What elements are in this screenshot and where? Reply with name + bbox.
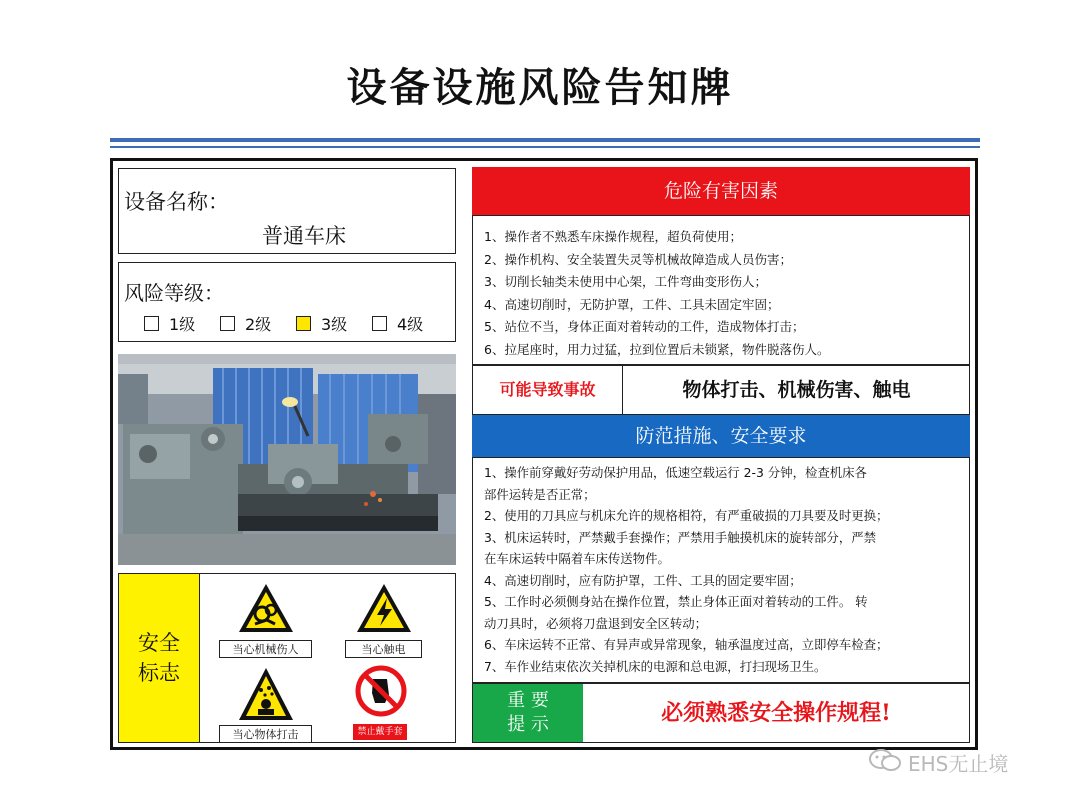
hazard-item: 4、高速切削时，无防护罩，工件、工具未固定牢固； <box>484 296 780 312</box>
measure-line: 5、工作时必须侧身站在操作位置，禁止身体正面对着转动的工件。 转 <box>484 594 868 609</box>
wechat-icon <box>868 748 902 777</box>
risk-checkbox-3-checked[interactable] <box>296 316 311 331</box>
measure-line: 动刀具时，必须将刀盘退到安全区转动； <box>484 615 708 631</box>
title-divider <box>110 138 980 142</box>
measure-line: 4、高速切削时，应有防护罩，工件、工具的固定要牢固； <box>484 572 802 588</box>
hazard-item: 2、操作机构、安全装置失灵等机械故障造成人员伤害； <box>484 251 792 267</box>
sign-caption-no-gloves: 禁止戴手套 <box>353 724 407 740</box>
safety-signs-label-cell <box>119 574 200 742</box>
important-label-2: 提 示 <box>507 714 549 735</box>
sign-caption-electric-shock: 当心触电 <box>345 640 422 658</box>
risk-option-2[interactable] <box>220 312 271 335</box>
hazard-item: 3、切削长轴类未使用中心架，工件弯曲变形伤人； <box>484 274 767 289</box>
page-title: 设备设施风险告知牌 <box>346 65 734 111</box>
measures-list <box>484 462 888 677</box>
risk-option-3[interactable] <box>296 312 347 335</box>
measure-line: 3、机床运转时，严禁戴手套操作；严禁用手触摸机床的旋转部分，严禁 <box>484 529 876 545</box>
risk-option-2-label: 2级 <box>245 315 272 334</box>
accidents-value: 物体打击、机械伤害、触电 <box>682 379 911 401</box>
measure-line: 在车床运转中隔着车床传送物件。 <box>484 551 670 566</box>
risk-option-3-label: 3级 <box>321 315 348 334</box>
important-label-cell <box>473 684 583 742</box>
caution-machinery-icon <box>237 582 295 634</box>
hazard-item: 5、站位不当，身体正面对着转动的工件，造成物体打击； <box>484 319 805 334</box>
sign-caption-machinery: 当心机械伤人 <box>219 640 312 658</box>
safety-signs-label-1: 安全 <box>138 631 180 655</box>
measure-line: 1、操作前穿戴好劳动保护用品，低速空载运行 2-3 分钟，检查机床各 <box>484 465 867 480</box>
risk-checkbox-2[interactable] <box>220 316 235 331</box>
hazards-list <box>484 226 829 361</box>
measure-line: 2、使用的刀具应与机床允许的规格相符，有严重破损的刀具要及时更换； <box>484 508 889 523</box>
hazard-item: 6、拉尾座时，用力过猛，拉到位置后未锁紧，物件脱落伤人。 <box>484 341 830 357</box>
hazards-header: 危险有害因素 <box>472 167 970 215</box>
measure-line: 6、车床运转不正常、有异声或异常现象，轴承温度过高，立即停车检查； <box>484 637 889 652</box>
risk-checkbox-1[interactable] <box>144 316 159 331</box>
measures-header: 防范措施、安全要求 <box>472 415 970 457</box>
title-divider-thin <box>110 146 980 148</box>
hazard-item: 1、操作者不熟悉车床操作规程，超负荷使用； <box>484 229 742 244</box>
risk-option-4[interactable] <box>372 312 423 335</box>
risk-checkbox-4[interactable] <box>372 316 387 331</box>
measure-line: 7、车作业结束依次关掉机床的电源和总电源，打扫现场卫生。 <box>484 658 827 674</box>
watermark <box>868 748 1008 777</box>
sign-caption-falling-object: 当心物体打击 <box>219 725 312 743</box>
important-message: 必须熟悉安全操作规程! <box>661 700 891 726</box>
risk-option-4-label: 4级 <box>397 315 424 334</box>
lathe-photo <box>118 354 456 565</box>
equipment-name-value: 普通车床 <box>262 224 346 248</box>
equipment-name-label: 设备名称： <box>124 190 229 214</box>
important-label-1: 重 要 <box>507 690 549 711</box>
accidents-label: 可能导致事故 <box>473 366 623 414</box>
watermark-text: EHS无止境 <box>908 752 1009 776</box>
risk-option-1[interactable] <box>144 312 195 335</box>
measure-line: 部件运转是否正常； <box>484 486 596 502</box>
caution-falling-object-icon <box>237 666 295 722</box>
risk-level-label: 风险等级： <box>124 281 224 305</box>
safety-signs-label-2: 标志 <box>138 661 180 685</box>
risk-option-1-label: 1级 <box>169 315 196 334</box>
caution-electric-shock-icon <box>355 582 413 634</box>
no-gloves-icon <box>355 665 407 717</box>
